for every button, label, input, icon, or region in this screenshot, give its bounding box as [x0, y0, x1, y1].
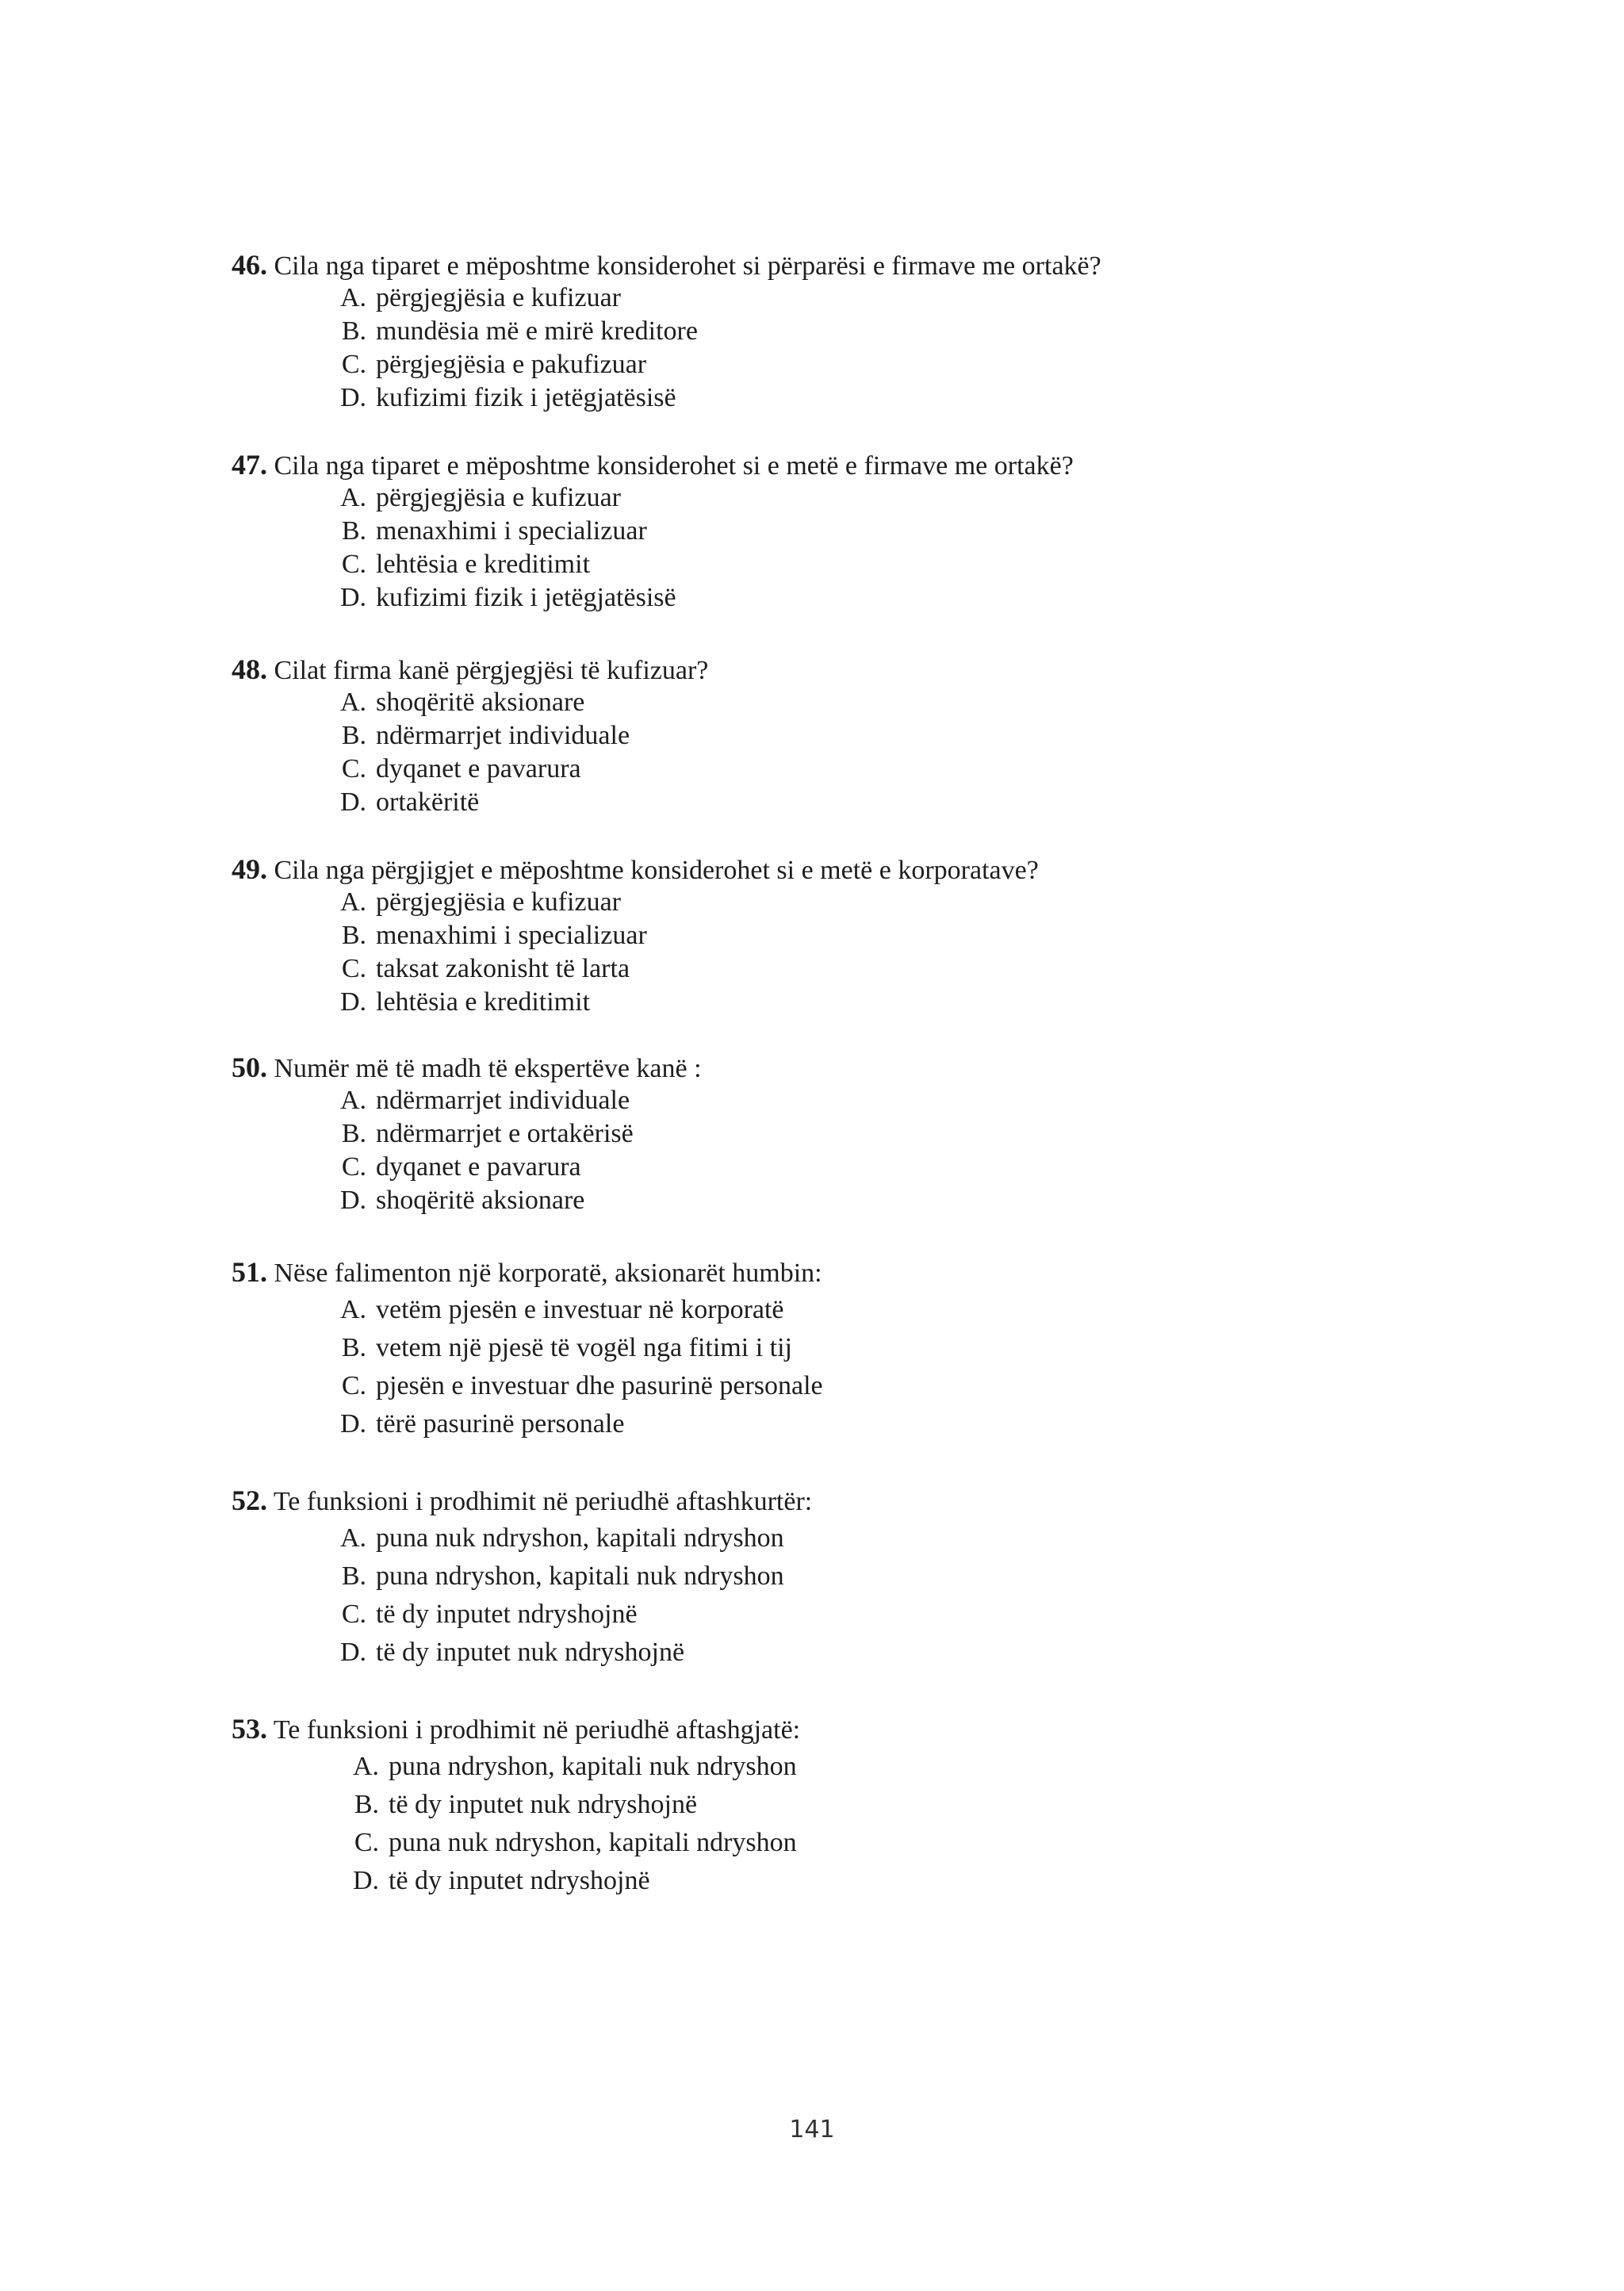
option-letter: C. — [354, 1828, 379, 1857]
question-stem — [232, 1255, 822, 1289]
option-letter: A. — [339, 483, 366, 512]
question-text: Numër më të madh të ekspertëve kanë : — [274, 1054, 702, 1083]
option-letter: C. — [341, 350, 366, 379]
option-text: lehtësia e kreditimit — [376, 987, 591, 1017]
option-letter: D. — [352, 1866, 379, 1895]
option-text: ndërmarrjet individuale — [376, 721, 630, 750]
option-letter: A. — [339, 1086, 366, 1115]
option-text: të dy inputet nuk ndryshojnë — [376, 1638, 685, 1667]
option-text: të dy inputet ndryshojnë — [389, 1866, 650, 1895]
option-letter: D. — [339, 1409, 366, 1439]
option-letter: B. — [341, 1561, 366, 1591]
option-text: menaxhimi i specializuar — [376, 921, 647, 950]
question-stem — [232, 447, 1074, 482]
question-stem — [232, 1050, 702, 1085]
option-text: dyqanet e pavarura — [376, 754, 581, 783]
question-number: 50. — [232, 1052, 267, 1083]
option-text: puna ndryshon, kapitali nuk ndryshon — [376, 1561, 784, 1591]
option-letter: D. — [339, 787, 366, 817]
option-text: mundësia më e mirë kreditore — [376, 316, 698, 346]
option-letter: B. — [341, 316, 366, 346]
question-text: Cila nga tiparet e mëposhtme konsiderohet si e metë e firmave me ortakë? — [274, 451, 1074, 481]
question-text: Nëse falimenton një korporatë, aksionarët humbin: — [274, 1259, 822, 1288]
option-letter: D. — [339, 1186, 366, 1215]
option-letter: C. — [341, 1152, 366, 1182]
option-text: lehtësia e kreditimit — [376, 550, 591, 579]
option-text: puna nuk ndryshon, kapitali ndryshon — [389, 1828, 797, 1857]
option-text: ortakëritë — [376, 787, 480, 817]
option-letter: A. — [339, 688, 366, 717]
question-number: 49. — [232, 853, 267, 885]
question-stem — [232, 247, 1101, 282]
option-letter: D. — [339, 987, 366, 1017]
question-text: Cila nga përgjigjet e mëposhtme konsiderohet si e metë e korporatave? — [274, 856, 1039, 885]
option-letter: A. — [339, 283, 366, 312]
page-number: 141 — [789, 2116, 835, 2144]
option-letter: D. — [339, 1638, 366, 1667]
option-text: përgjegjësia e kufizuar — [376, 887, 622, 917]
option-letter: A. — [339, 1295, 366, 1324]
question-number: 47. — [232, 449, 267, 481]
option-letter: B. — [341, 921, 366, 950]
option-text: shoqëritë aksionare — [376, 688, 585, 717]
option-text: puna ndryshon, kapitali nuk ndryshon — [389, 1752, 797, 1781]
option-letter: A. — [352, 1752, 379, 1781]
question-stem — [232, 1483, 812, 1518]
option-letter: B. — [354, 1790, 379, 1819]
question-number: 48. — [232, 653, 267, 685]
option-letter: B. — [341, 721, 366, 750]
question-stem — [232, 1711, 800, 1746]
question-number: 53. — [232, 1713, 267, 1745]
option-letter: C. — [341, 550, 366, 579]
option-letter: C. — [341, 1599, 366, 1629]
question-stem — [232, 652, 708, 687]
question-text: Te funksioni i prodhimit në periudhë aftashgjatë: — [273, 1715, 801, 1745]
option-text: kufizimi fizik i jetëgjatësisë — [376, 383, 676, 412]
option-text: vetëm pjesën e investuar në korporatë — [376, 1295, 784, 1324]
option-text: të dy inputet nuk ndryshojnë — [389, 1790, 698, 1819]
option-letter: A. — [339, 1523, 366, 1553]
question-stem — [232, 852, 1039, 887]
option-letter: B. — [341, 516, 366, 546]
option-text: përgjegjësia e kufizuar — [376, 483, 622, 512]
option-text: kufizimi fizik i jetëgjatësisë — [376, 583, 676, 612]
option-letter: D. — [339, 383, 366, 412]
question-text: Te funksioni i prodhimit në periudhë aftashkurtër: — [273, 1487, 813, 1516]
option-letter: C. — [341, 954, 366, 983]
option-text: ndërmarrjet individuale — [376, 1086, 630, 1115]
option-letter: B. — [341, 1119, 366, 1148]
option-text: pjesën e investuar dhe pasurinë personale — [376, 1371, 823, 1400]
option-text: tërë pasurinë personale — [376, 1409, 625, 1439]
option-text: dyqanet e pavarura — [376, 1152, 581, 1182]
option-letter: C. — [341, 754, 366, 783]
option-text: taksat zakonisht të larta — [376, 954, 630, 983]
option-letter: C. — [341, 1371, 366, 1400]
question-number: 52. — [232, 1485, 267, 1516]
question-number: 46. — [232, 249, 267, 281]
option-letter: B. — [341, 1333, 366, 1362]
option-text: të dy inputet ndryshojnë — [376, 1599, 638, 1629]
option-letter: A. — [339, 887, 366, 917]
option-letter: D. — [339, 583, 366, 612]
option-text: përgjegjësia e kufizuar — [376, 283, 622, 312]
question-number: 51. — [232, 1256, 267, 1288]
option-text: ndërmarrjet e ortakërisë — [376, 1119, 634, 1148]
option-text: shoqëritë aksionare — [376, 1186, 585, 1215]
option-text: vetem një pjesë të vogël nga fitimi i tij — [376, 1333, 792, 1362]
question-text: Cila nga tiparet e mëposhtme konsiderohet si përparësi e firmave me ortakë? — [274, 251, 1101, 281]
option-text: menaxhimi i specializuar — [376, 516, 647, 546]
option-text: përgjegjësia e pakufizuar — [376, 350, 647, 379]
option-text: puna nuk ndryshon, kapitali ndryshon — [376, 1523, 784, 1553]
question-text: Cilat firma kanë përgjegjësi të kufizuar? — [274, 656, 709, 685]
